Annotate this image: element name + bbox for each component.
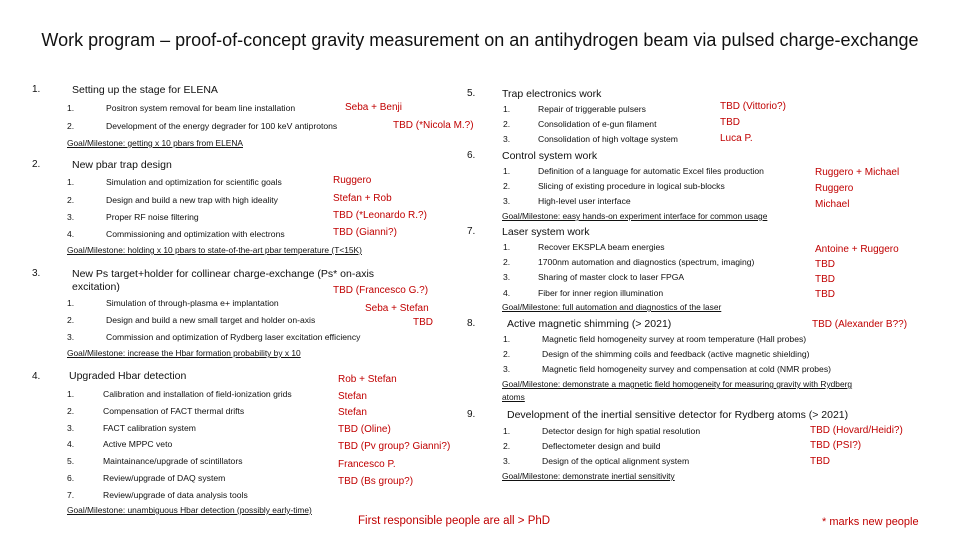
- section-5-heading: Trap electronics work: [502, 88, 602, 100]
- item-text: Calibration and installation of field-ionization grids: [103, 389, 292, 399]
- item-number: 4.: [67, 229, 75, 239]
- responsible-people: TBD: [815, 259, 835, 270]
- milestone: Goal/Milestone: demonstrate inertial sensitivity: [502, 471, 675, 481]
- responsible-people: TBD: [413, 317, 433, 328]
- milestone: Goal/Milestone: increase the Hbar formation probability by x 10: [67, 348, 301, 358]
- responsible-people: TBD: [720, 117, 740, 128]
- responsible-people: TBD (Oline): [338, 424, 391, 435]
- item-number: 3.: [503, 134, 511, 144]
- section-4-heading: Upgraded Hbar detection: [69, 370, 187, 382]
- responsible-people: TBD (Francesco G.?): [333, 285, 429, 296]
- responsible-people: Luca P.: [720, 133, 753, 144]
- item-number: 4.: [503, 288, 511, 298]
- item-number: 3.: [503, 272, 511, 282]
- responsible-people: Ruggero + Michael: [815, 167, 900, 178]
- footer-note-phd: First responsible people are all > PhD: [358, 515, 551, 527]
- item-text: Simulation and optimization for scientific goals: [106, 177, 282, 187]
- responsible-people: Ruggero: [815, 183, 854, 194]
- responsible-people: TBD (Gianni?): [333, 227, 397, 238]
- item-text: Consolidation of e-gun filament: [538, 119, 657, 129]
- section-3-heading-cont: excitation): [72, 281, 120, 293]
- responsible-people: TBD (*Leonardo R.?): [333, 210, 427, 221]
- item-text: Design of the shimming coils and feedback (active magnetic shielding): [542, 349, 810, 359]
- item-number: 3.: [503, 196, 511, 206]
- item-number: 1.: [503, 242, 511, 252]
- responsible-people: TBD: [815, 274, 835, 285]
- section-8-heading: Active magnetic shimming (> 2021): [507, 318, 672, 330]
- section-3-number: 3.: [32, 268, 41, 279]
- section-5-number: 5.: [467, 88, 476, 99]
- item-number: 1.: [503, 426, 511, 436]
- item-text: Maintainance/upgrade of scintillators: [103, 456, 243, 466]
- section-8-number: 8.: [467, 318, 476, 329]
- responsible-people: Michael: [815, 199, 850, 210]
- item-number: 2.: [503, 349, 511, 359]
- item-text: Compensation of FACT thermal drifts: [103, 406, 245, 416]
- footer-note-new-people: * marks new people: [822, 516, 919, 528]
- item-number: 3.: [67, 212, 75, 222]
- item-text: Fiber for inner region illumination: [538, 288, 664, 298]
- item-text: Design and build a new trap with high ideality: [106, 195, 278, 205]
- milestone: Goal/Milestone: full automation and diagnostics of the laser: [502, 302, 722, 312]
- section-6-number: 6.: [467, 150, 476, 161]
- responsible-people: Rob + Stefan: [338, 374, 397, 385]
- item-text: Commissioning and optimization with electrons: [106, 229, 285, 239]
- responsible-people: Ruggero: [333, 175, 372, 186]
- item-text: Deflectometer design and build: [542, 441, 661, 451]
- responsible-people: TBD (Bs group?): [338, 476, 414, 487]
- item-number: 3.: [503, 456, 511, 466]
- item-number: 1.: [67, 177, 75, 187]
- section-4-number: 4.: [32, 371, 41, 382]
- responsible-people: TBD (Vittorio?): [720, 101, 786, 112]
- item-text: FACT calibration system: [103, 423, 196, 433]
- item-text: Commission and optimization of Rydberg laser excitation efficiency: [106, 332, 361, 342]
- item-text: Consolidation of high voltage system: [538, 134, 678, 144]
- responsible-people: TBD (Hovard/Heidi?): [810, 425, 903, 436]
- page-title: Work program – proof-of-concept gravity measurement on an antihydrogen beam via pulsed charge-exchange: [41, 30, 919, 50]
- section-7-number: 7.: [467, 226, 476, 237]
- item-text: Design of the optical alignment system: [542, 456, 690, 466]
- responsible-people: TBD: [810, 456, 830, 467]
- item-number: 1.: [67, 103, 75, 113]
- item-number: 1.: [503, 104, 511, 114]
- item-text: Development of the energy degrader for 100 keV antiprotons: [106, 121, 338, 131]
- responsible-people: TBD (Pv group? Gianni?): [338, 441, 451, 452]
- item-number: 2.: [67, 406, 75, 416]
- item-number: 3.: [503, 364, 511, 374]
- item-number: 2.: [503, 441, 511, 451]
- item-number: 2.: [503, 119, 511, 129]
- item-text: Magnetic field homogeneity survey and compensation at cold (NMR probes): [542, 364, 831, 374]
- responsible-people: TBD (*Nicola M.?): [393, 120, 474, 131]
- responsible-people: TBD: [815, 289, 835, 300]
- item-number: 2.: [503, 181, 511, 191]
- item-text: 1700nm automation and diagnostics (spectrum, imaging): [538, 257, 755, 267]
- item-text: Proper RF noise filtering: [106, 212, 199, 222]
- item-text: Positron system removal for beam line installation: [106, 103, 296, 113]
- milestone: Goal/Milestone: demonstrate a magnetic field homogeneity for measuring gravity with Rydberg: [502, 379, 853, 389]
- section-2-heading: New pbar trap design: [72, 159, 172, 171]
- responsible-people: Seba + Benji: [345, 102, 402, 113]
- item-number: 3.: [67, 332, 75, 342]
- milestone: Goal/Milestone: holding x 10 pbars to state-of-the-art pbar temperature (T<15K): [67, 245, 362, 255]
- item-number: 7.: [67, 490, 75, 500]
- item-text: Recover EKSPLA beam energies: [538, 242, 665, 252]
- responsible-people: TBD (PSI?): [810, 440, 862, 451]
- item-number: 2.: [503, 257, 511, 267]
- item-number: 2.: [67, 315, 75, 325]
- milestone-cont: atoms: [502, 392, 525, 402]
- item-text: Detector design for high spatial resolution: [542, 426, 701, 436]
- item-text: Definition of a language for automatic Excel files production: [538, 166, 764, 176]
- section-9-number: 9.: [467, 409, 476, 420]
- section-1-heading: Setting up the stage for ELENA: [72, 84, 218, 96]
- responsible-people: Stefan + Rob: [333, 193, 392, 204]
- item-number: 4.: [67, 439, 75, 449]
- item-text: Sharing of master clock to laser FPGA: [538, 272, 685, 282]
- item-number: 1.: [503, 166, 511, 176]
- responsible-people: TBD (Alexander B??): [812, 319, 908, 330]
- item-number: 2.: [67, 195, 75, 205]
- responsible-people: Stefan: [338, 407, 367, 418]
- responsible-people: Seba + Stefan: [365, 303, 429, 314]
- section-6-heading: Control system work: [502, 150, 598, 162]
- milestone: Goal/Milestone: easy hands-on experiment interface for common usage: [502, 211, 768, 221]
- item-number: 1.: [67, 298, 75, 308]
- item-number: 2.: [67, 121, 75, 131]
- item-number: 1.: [503, 334, 511, 344]
- item-number: 5.: [67, 456, 75, 466]
- item-number: 3.: [67, 423, 75, 433]
- milestone: Goal/Milestone: unambiguous Hbar detection (possibly early-time): [67, 505, 312, 515]
- item-text: Review/upgrade of data analysis tools: [103, 490, 248, 500]
- item-text: Design and build a new small target and holder on-axis: [106, 315, 316, 325]
- item-text: Simulation of through-plasma e+ implantation: [106, 298, 279, 308]
- item-text: High-level user interface: [538, 196, 631, 206]
- section-7-heading: Laser system work: [502, 226, 590, 238]
- item-text: Slicing of existing procedure in logical sub-blocks: [538, 181, 725, 191]
- responsible-people: Antoine + Ruggero: [815, 244, 899, 255]
- responsible-people: Stefan: [338, 391, 367, 402]
- section-9-heading: Development of the inertial sensitive detector for Rydberg atoms (> 2021): [507, 409, 849, 421]
- section-2-number: 2.: [32, 159, 41, 170]
- item-text: Magnetic field homogeneity survey at room temperature (Hall probes): [542, 334, 807, 344]
- milestone: Goal/Milestone: getting x 10 pbars from ELENA: [67, 138, 243, 148]
- item-number: 1.: [67, 389, 75, 399]
- section-1-number: 1.: [32, 84, 41, 95]
- item-number: 6.: [67, 473, 75, 483]
- responsible-people: Francesco P.: [338, 459, 396, 470]
- item-text: Active MPPC veto: [103, 439, 173, 449]
- item-text: Review/upgrade of DAQ system: [103, 473, 226, 483]
- section-3-heading: New Ps target+holder for collinear charge-exchange (Ps* on-axis: [72, 268, 375, 280]
- item-text: Repair of triggerable pulsers: [538, 104, 646, 114]
